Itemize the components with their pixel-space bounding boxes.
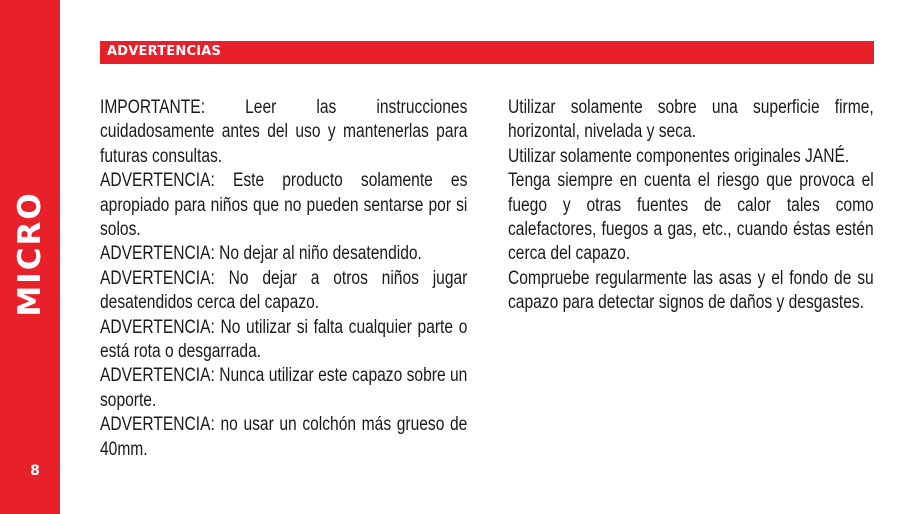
instruction-paragraph: Tenga siempre en cuenta el riesgo que provoca el fuego y otras fuentes de calor tales como calefactores, fuegos a gas, etc., cuando éstas estén cerca del capazo. (508, 170, 874, 265)
section-header (100, 41, 874, 64)
warning-paragraph: ADVERTENCIA: No dejar al niño desatendido. (100, 243, 422, 265)
page-number: 8 (30, 463, 40, 479)
left-column (100, 96, 467, 462)
warning-paragraph: ADVERTENCIA: No dejar a otros niños jugar desatendidos cerca del capazo. (100, 267, 468, 314)
section-title: ADVERTENCIAS (107, 44, 222, 59)
warning-paragraph: ADVERTENCIA: no usar un colchón más grueso de 40mm. (100, 414, 468, 460)
instruction-paragraph: Compruebe regularmente las asas y el fondo de su capazo para detectar signos de daños y desgastes. (508, 267, 874, 314)
side-title: MICRO (12, 191, 48, 317)
instruction-paragraph: Utilizar solamente componentes originales JANÉ. (508, 145, 850, 167)
warning-paragraph: ADVERTENCIA: No utilizar si falta cualquier parte o está rota o desgarrada. (100, 316, 468, 363)
instruction-paragraph: Utilizar solamente sobre una superficie firme, horizontal, nivelada y seca. (508, 97, 874, 143)
warning-paragraph: IMPORTANTE: Leer las instrucciones cuidadosamente antes del uso y mantenerlas para futuras consultas. (100, 97, 468, 167)
warning-paragraph: ADVERTENCIA: Este producto solamente es apropiado para niños que no pueden sentarse por si solos. (100, 170, 468, 241)
right-column (508, 96, 874, 316)
warning-paragraph: ADVERTENCIA: Nunca utilizar este capazo sobre un soporte. (100, 365, 468, 411)
